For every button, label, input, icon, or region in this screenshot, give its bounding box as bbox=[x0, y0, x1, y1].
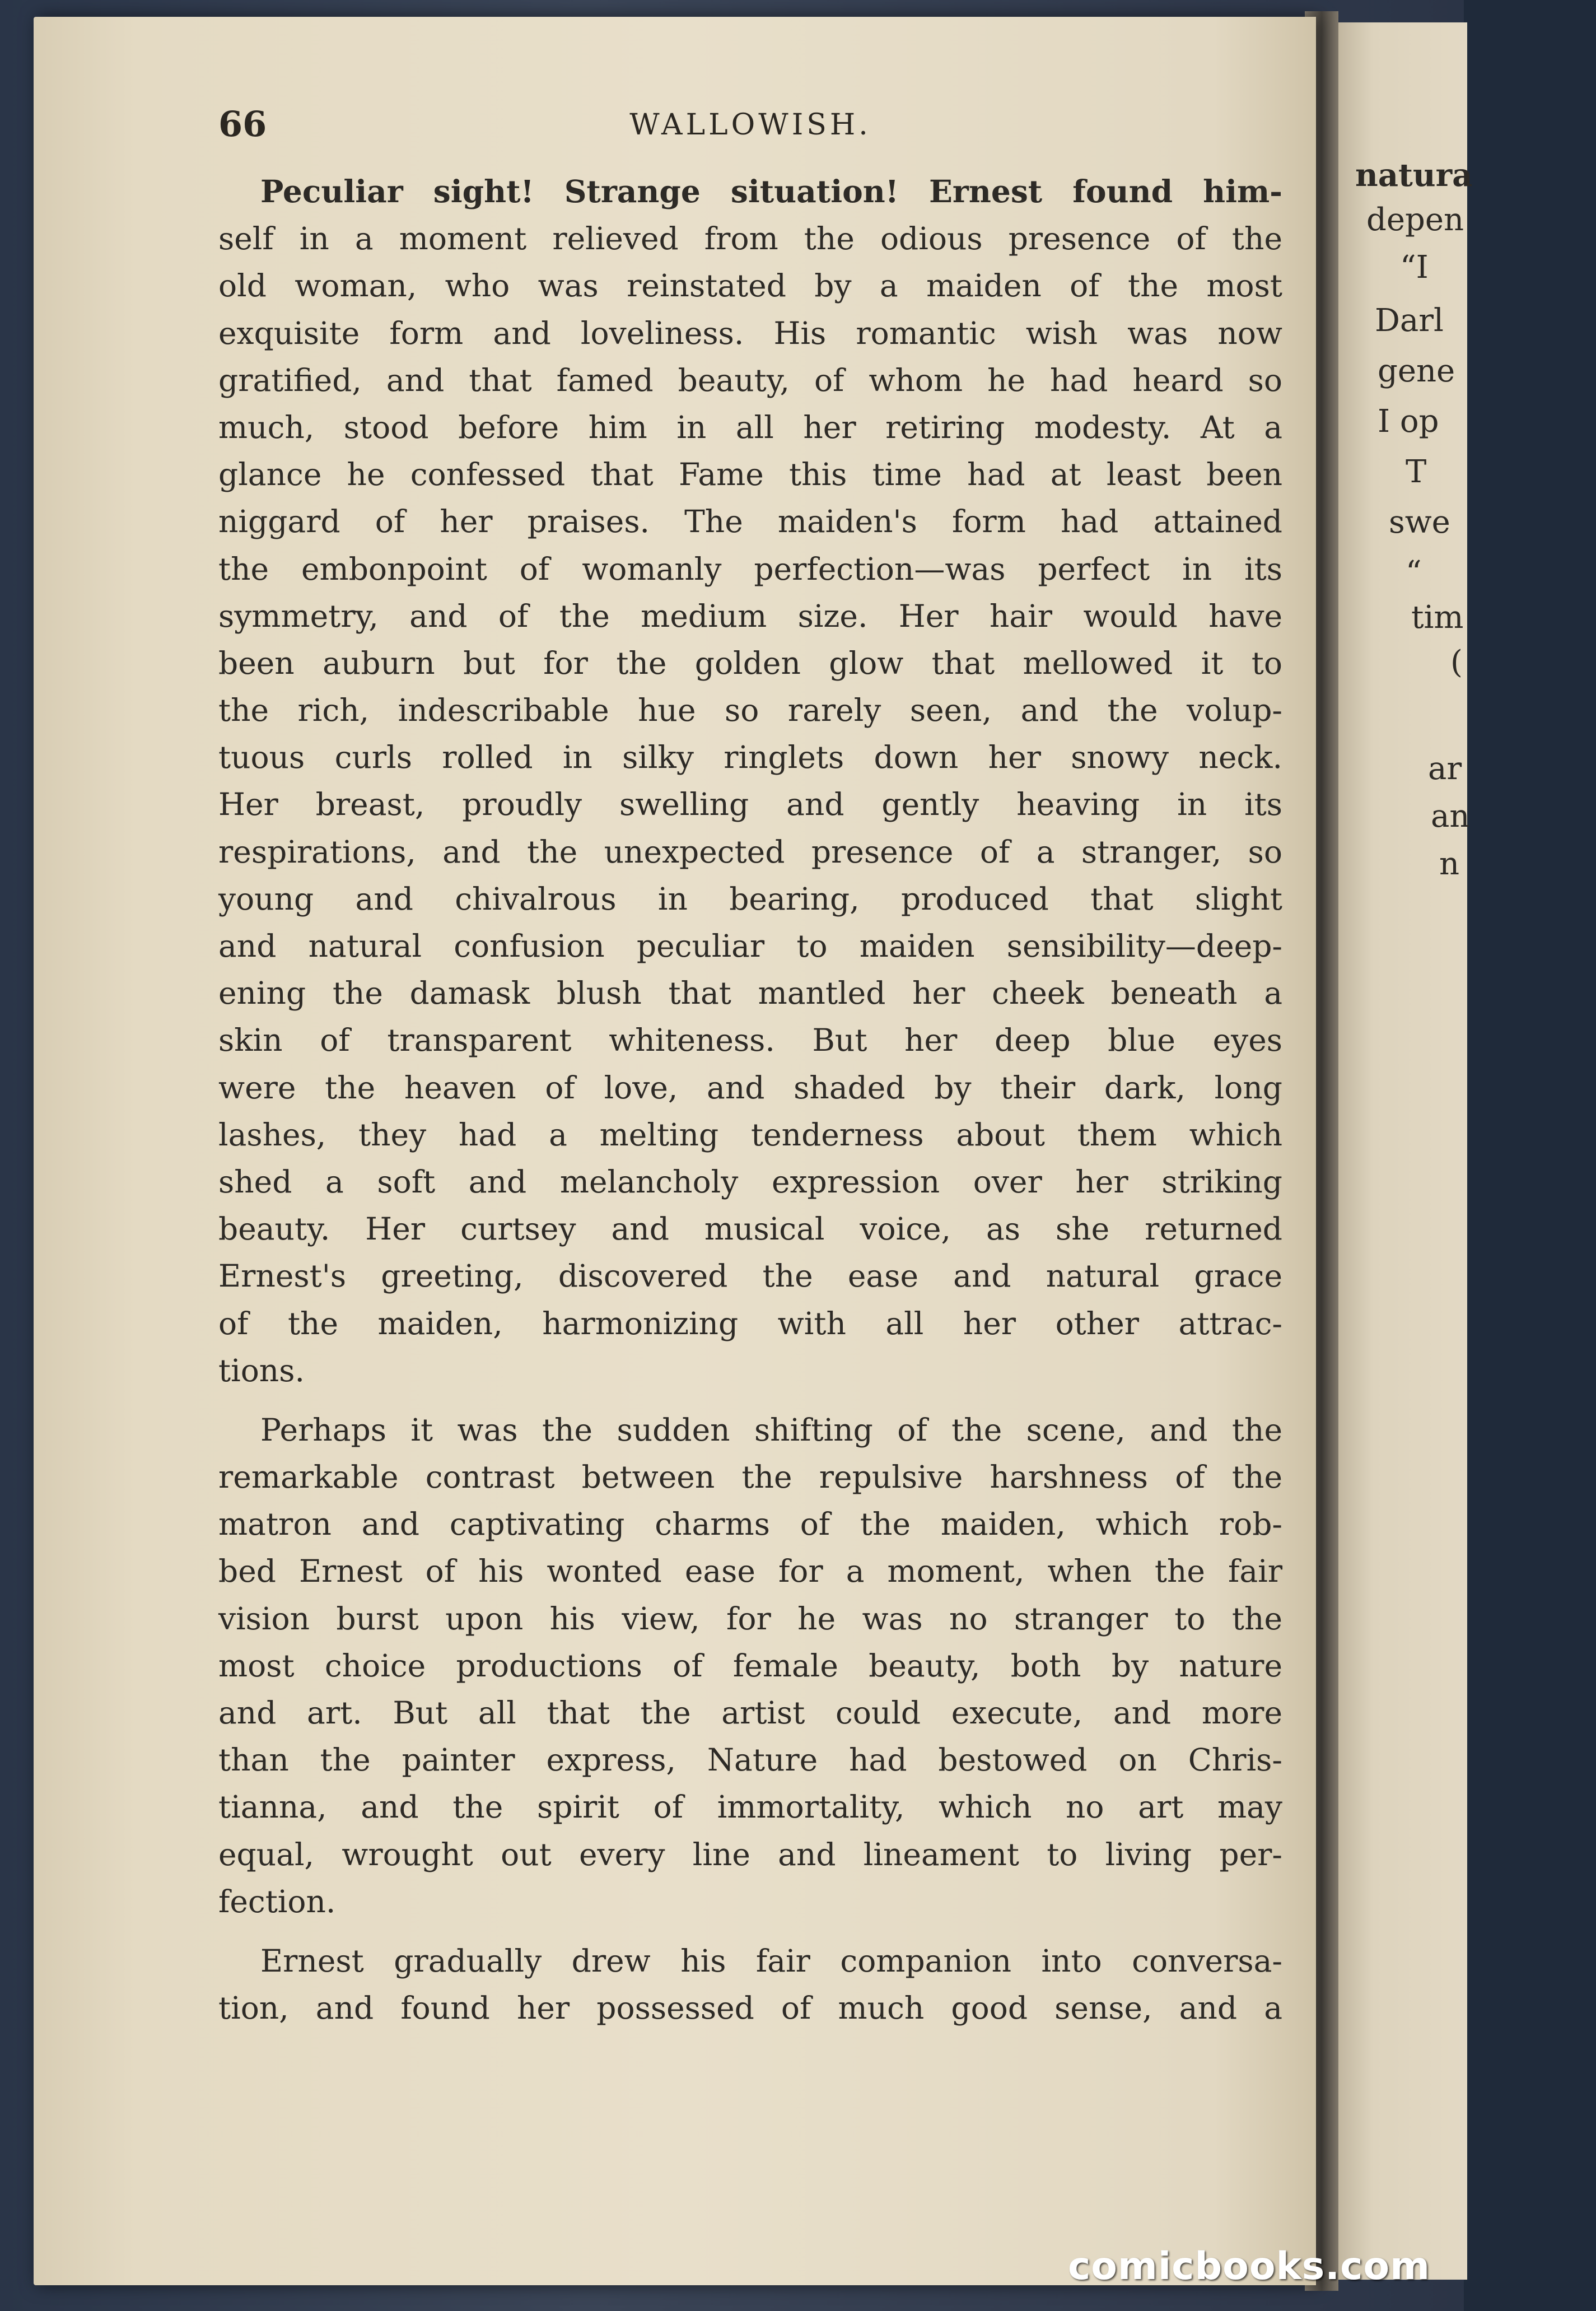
text-line: most choice productions of female beauty, both by nature bbox=[218, 1647, 1282, 1684]
text-line: than the painter express, Nature had bestowed on Chris- bbox=[218, 1742, 1282, 1778]
text-line: were the heaven of love, and shaded by their dark, long bbox=[218, 1069, 1282, 1106]
text-line: remarkable contrast between the repulsive harshness of the bbox=[218, 1459, 1282, 1495]
text-line: skin of transparent whiteness. But her deep blue eyes bbox=[218, 1022, 1282, 1059]
watermark: comicbooks.com bbox=[1067, 2244, 1430, 2289]
facing-page bbox=[1333, 22, 1473, 2280]
text-line: Perhaps it was the sudden shifting of the scene, and the bbox=[260, 1411, 1282, 1448]
running-title: WALLOWISH. bbox=[629, 108, 871, 142]
paragraph-gap bbox=[218, 1394, 1282, 1406]
text-line: tion, and found her possessed of much good sense, and a bbox=[218, 1990, 1282, 2026]
facing-fragment: I op bbox=[1378, 403, 1439, 440]
text-line: beauty. Her curtsey and musical voice, as she returned bbox=[218, 1211, 1282, 1247]
facing-fragment: Darl bbox=[1375, 302, 1444, 339]
text-line: vision burst upon his view, for he was no stranger to the bbox=[218, 1600, 1282, 1637]
text-line: respirations, and the unexpected presence of a stranger, so bbox=[218, 833, 1282, 870]
text-line: symmetry, and of the medium size. Her hair would have bbox=[218, 598, 1282, 634]
text-line: self in a moment relieved from the odious presence of the bbox=[218, 221, 1282, 257]
text-line: bed Ernest of his wonted ease for a moment, when the fair bbox=[218, 1553, 1282, 1590]
text-line: shed a soft and melancholy expression over her striking bbox=[218, 1163, 1282, 1200]
text-line: much, stood before him in all her retiring modesty. At a bbox=[218, 409, 1282, 445]
facing-fragment: ar bbox=[1428, 751, 1462, 787]
text-line: exquisite form and loveliness. His romantic wish was now bbox=[218, 315, 1282, 351]
page-number: 66 bbox=[218, 104, 267, 145]
text-line: Ernest gradually drew his fair companion into conversa- bbox=[260, 1942, 1282, 1979]
text-line: and art. But all that the artist could execute, and more bbox=[218, 1695, 1282, 1731]
text-line: of the maiden, harmonizing with all her other attrac- bbox=[218, 1305, 1282, 1341]
facing-fragment: n bbox=[1439, 846, 1460, 882]
text-line: tianna, and the spirit of immortality, which no art may bbox=[218, 1789, 1282, 1825]
text-line: Ernest's greeting, discovered the ease and natural grace bbox=[218, 1258, 1282, 1294]
text-line: gratified, and that famed beauty, of whom he had heard so bbox=[218, 362, 1282, 398]
facing-fragment: an bbox=[1431, 798, 1470, 835]
text-line: lashes, they had a melting tenderness about them which bbox=[218, 1116, 1282, 1153]
text-line: matron and captivating charms of the maiden, which rob- bbox=[218, 1506, 1282, 1543]
text-line: equal, wrought out every line and lineament to living per- bbox=[218, 1836, 1282, 1872]
text-line: young and chivalrous in bearing, produced that slight bbox=[218, 880, 1282, 917]
text-line: fection. bbox=[218, 1883, 336, 1919]
text-line: tions. bbox=[218, 1352, 305, 1389]
facing-fragment: swe bbox=[1389, 504, 1450, 541]
body-text bbox=[218, 168, 1282, 2032]
running-head bbox=[218, 104, 1282, 154]
text-line: glance he confessed that Fame this time had at least been bbox=[218, 456, 1282, 493]
facing-fragment: “I bbox=[1400, 249, 1429, 286]
facing-fragment: “ bbox=[1406, 555, 1422, 591]
text-line: the embonpoint of womanly perfection—was perfect in its bbox=[218, 551, 1282, 587]
text-line: been auburn but for the golden glow that mellowed it to bbox=[218, 645, 1282, 681]
text-line: the rich, indescribable hue so rarely seen, and the volup- bbox=[218, 692, 1282, 729]
text-line: old woman, who was reinstated by a maiden of the most bbox=[218, 268, 1282, 304]
facing-fragment: depen bbox=[1366, 202, 1464, 238]
text-line: ening the damask blush that mantled her cheek beneath a bbox=[218, 975, 1282, 1012]
text-line: niggard of her praises. The maiden's form had attained bbox=[218, 504, 1282, 540]
facing-fragment: gene bbox=[1378, 353, 1455, 389]
text-line: Her breast, proudly swelling and gently heaving in its bbox=[218, 786, 1282, 823]
facing-fragment: natura bbox=[1355, 157, 1473, 194]
text-line: tuous curls rolled in silky ringlets down her snowy neck. bbox=[218, 739, 1282, 776]
facing-fragment: tim bbox=[1411, 599, 1464, 636]
facing-fragment: ( bbox=[1450, 644, 1463, 681]
facing-fragment: T bbox=[1406, 454, 1427, 490]
paragraph-gap bbox=[218, 1925, 1282, 1937]
text-line: and natural confusion peculiar to maiden sensibility—deep- bbox=[218, 928, 1282, 964]
text-line: Peculiar sight! Strange situation! Ernest found him- bbox=[260, 173, 1282, 209]
